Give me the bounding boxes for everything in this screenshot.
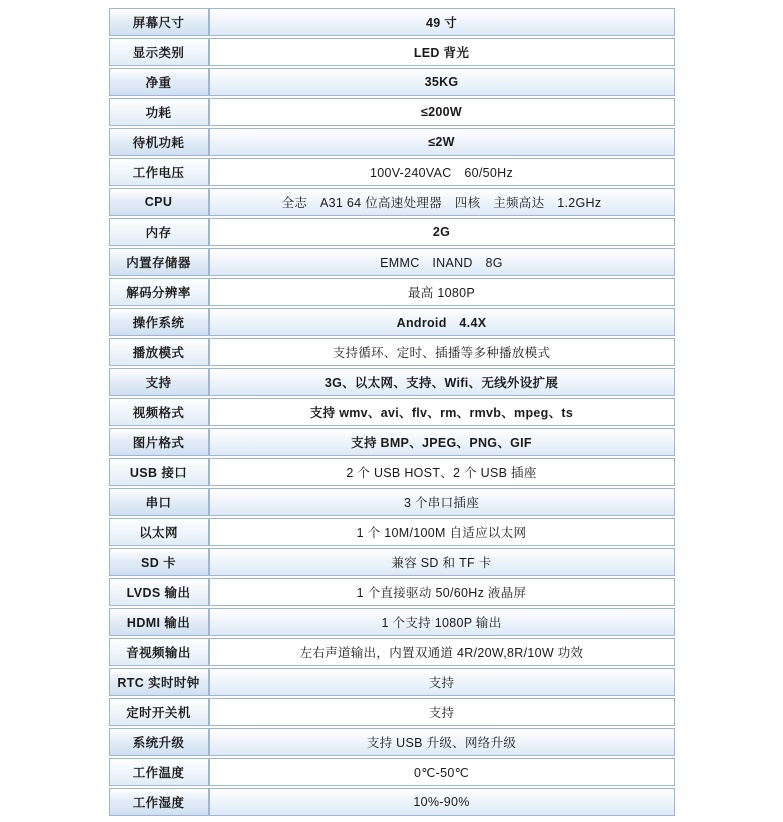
spec-label-cell: 支持 [109,368,209,396]
spec-value-cell: 支持 wmv、avi、flv、rm、rmvb、mpeg、ts [209,398,675,426]
spec-label-cell: 图片格式 [109,428,209,456]
spec-label-cell: 工作湿度 [109,788,209,816]
spec-value-cell: 最高 1080P [209,278,675,306]
spec-value-cell: 全志 A31 64 位高速处理器 四核 主频高达 1.2GHz [209,188,675,216]
table-row [109,368,675,396]
spec-value-cell: 支持 [209,668,675,696]
table-row [109,788,675,816]
table-row [109,98,675,126]
table-row [109,488,675,516]
spec-value-cell: 支持循环、定时、插播等多种播放模式 [209,338,675,366]
specification-table-body [109,8,675,816]
table-row [109,578,675,606]
spec-label-cell: 以太网 [109,518,209,546]
spec-value-cell: 兼容 SD 和 TF 卡 [209,548,675,576]
table-row [109,218,675,246]
table-row [109,728,675,756]
spec-label-cell: 工作温度 [109,758,209,786]
table-row [109,548,675,576]
spec-label-cell: 工作电压 [109,158,209,186]
spec-label-cell: 播放模式 [109,338,209,366]
spec-label-cell: CPU [109,188,209,216]
spec-label-cell: 串口 [109,488,209,516]
table-row [109,698,675,726]
spec-label-cell: 待机功耗 [109,128,209,156]
table-row [109,248,675,276]
table-row [109,68,675,96]
spec-label-cell: 内存 [109,218,209,246]
spec-value-cell: 2 个 USB HOST、2 个 USB 插座 [209,458,675,486]
table-row [109,668,675,696]
spec-value-cell: ≤2W [209,128,675,156]
spec-value-cell: 2G [209,218,675,246]
spec-label-cell: SD 卡 [109,548,209,576]
spec-label-cell: 音视频输出 [109,638,209,666]
spec-label-cell: 系统升级 [109,728,209,756]
spec-label-cell: 显示类别 [109,38,209,66]
spec-value-cell: 支持 USB 升级、网络升级 [209,728,675,756]
spec-value-cell: 35KG [209,68,675,96]
spec-value-cell: 左右声道输出，内置双通道 4R/20W,8R/10W 功效 [209,638,675,666]
spec-value-cell: 0℃-50℃ [209,758,675,786]
spec-value-cell: 3G、以太网、支持、Wifi、无线外设扩展 [209,368,675,396]
spec-value-cell: Android 4.4X [209,308,675,336]
spec-value-cell: 100V-240VAC 60/50Hz [209,158,675,186]
spec-label-cell: 解码分辨率 [109,278,209,306]
spec-value-cell: EMMC INAND 8G [209,248,675,276]
table-row [109,8,675,36]
table-row [109,638,675,666]
spec-label-cell: RTC 实时时钟 [109,668,209,696]
spec-value-cell: 支持 [209,698,675,726]
spec-label-cell: 功耗 [109,98,209,126]
spec-value-cell: 支持 BMP、JPEG、PNG、GIF [209,428,675,456]
table-row [109,308,675,336]
spec-value-cell: 1 个 10M/100M 自适应以太网 [209,518,675,546]
spec-label-cell: 内置存储器 [109,248,209,276]
spec-value-cell: 1 个直接驱动 50/60Hz 液晶屏 [209,578,675,606]
table-row [109,458,675,486]
spec-label-cell: LVDS 输出 [109,578,209,606]
spec-value-cell: 3 个串口插座 [209,488,675,516]
spec-value-cell: 1 个支持 1080P 输出 [209,608,675,636]
table-row [109,338,675,366]
spec-value-cell: LED 背光 [209,38,675,66]
spec-label-cell: 净重 [109,68,209,96]
spec-value-cell: ≤200W [209,98,675,126]
table-row [109,428,675,456]
table-row [109,278,675,306]
spec-value-cell: 10%-90% [209,788,675,816]
table-row [109,758,675,786]
spec-label-cell: 操作系统 [109,308,209,336]
table-row [109,158,675,186]
table-row [109,38,675,66]
spec-label-cell: 视频格式 [109,398,209,426]
spec-value-cell: 49 寸 [209,8,675,36]
spec-label-cell: 屏幕尺寸 [109,8,209,36]
specification-table [109,6,675,818]
table-row [109,398,675,426]
spec-label-cell: HDMI 输出 [109,608,209,636]
table-row [109,608,675,636]
spec-label-cell: 定时开关机 [109,698,209,726]
table-row [109,128,675,156]
table-row [109,518,675,546]
spec-label-cell: USB 接口 [109,458,209,486]
table-row [109,188,675,216]
